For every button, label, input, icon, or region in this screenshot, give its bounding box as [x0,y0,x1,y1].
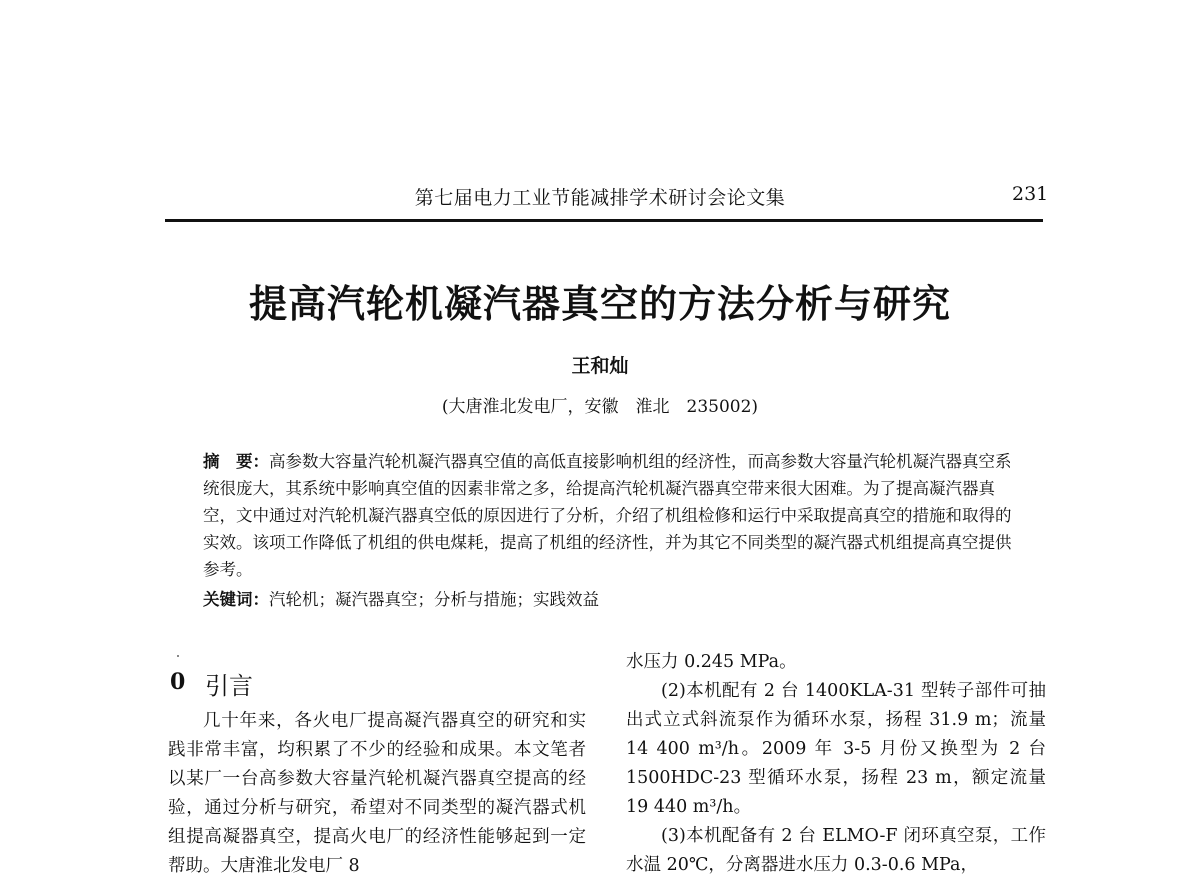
header-rule [165,219,1043,222]
left-column [168,707,586,881]
keywords-text: 汽轮机；凝汽器真空；分析与措施；实践效益 [269,590,599,609]
author-affiliation: (大唐淮北发电厂，安徽 淮北 235002) [441,397,759,417]
abstract [203,448,1015,583]
intro-paragraph: 几十年来，各火电厂提高凝汽器真空的研究和实践非常丰富，均积累了不少的经验和成果。本文笔者以某厂一台高参数大容量汽轮机凝汽器真空提高的经验，通过分析与研究，希望对不同类型的凝汽器式机组提高凝器真空，提高火电厂的经济性能够起到一定帮助。大唐淮北发电厂 8 [168,711,586,876]
author-name: 王和灿 [571,355,629,377]
section-number: 0 [170,669,186,695]
right-column [626,648,1046,880]
abstract-text: 高参数大容量汽轮机凝汽器真空值的高低直接影响机组的经济性，而高参数大容量汽轮机凝汽器真空系统很庞大，其系统中影响真空值的因素非常之多，给提高汽轮机凝汽器真空带来很大困难。为了提高凝汽器真空，文中通过对汽轮机凝汽器真空低的原因进行了分析，介绍了机组检修和运行中采取提高真空的措施和取得的实效。该项工作降低了机组的供电煤耗，提高了机组的经济性，并为其它不同类型的凝汽器式机组提高真空提供参考。 [203,452,1012,579]
abstract-label: 摘 要： [203,452,269,471]
keywords [203,586,1015,610]
page-number: 231 [1012,183,1049,205]
right-paragraph-2: (2)本机配有 2 台 1400KLA-31 型转子部件可抽出式立式斜流泵作为循环水泵，扬程 31.9 m；流量 14 400 m³/h。2009 年 3-5 月份又换型为 2 台 1500HDC-23 型循环水泵，扬程 23 m，额定流量 19 440 m³/h。 [626,681,1046,817]
section-title: 引言 [205,672,253,700]
speck-mark [177,655,179,657]
paper-title: 提高汽轮机凝汽器真空的方法分析与研究 [248,281,951,326]
right-line-1: 水压力 0.245 MPa。 [626,652,797,672]
running-header-title: 第七届电力工业节能减排学术研讨会论文集 [414,187,786,209]
right-paragraph-3: (3)本机配备有 2 台 ELMO-F 闭环真空泵，工作水温 20℃，分离器进水压力 0.3-0.6 MPa， [626,826,1046,875]
keywords-label: 关键词： [203,590,269,609]
